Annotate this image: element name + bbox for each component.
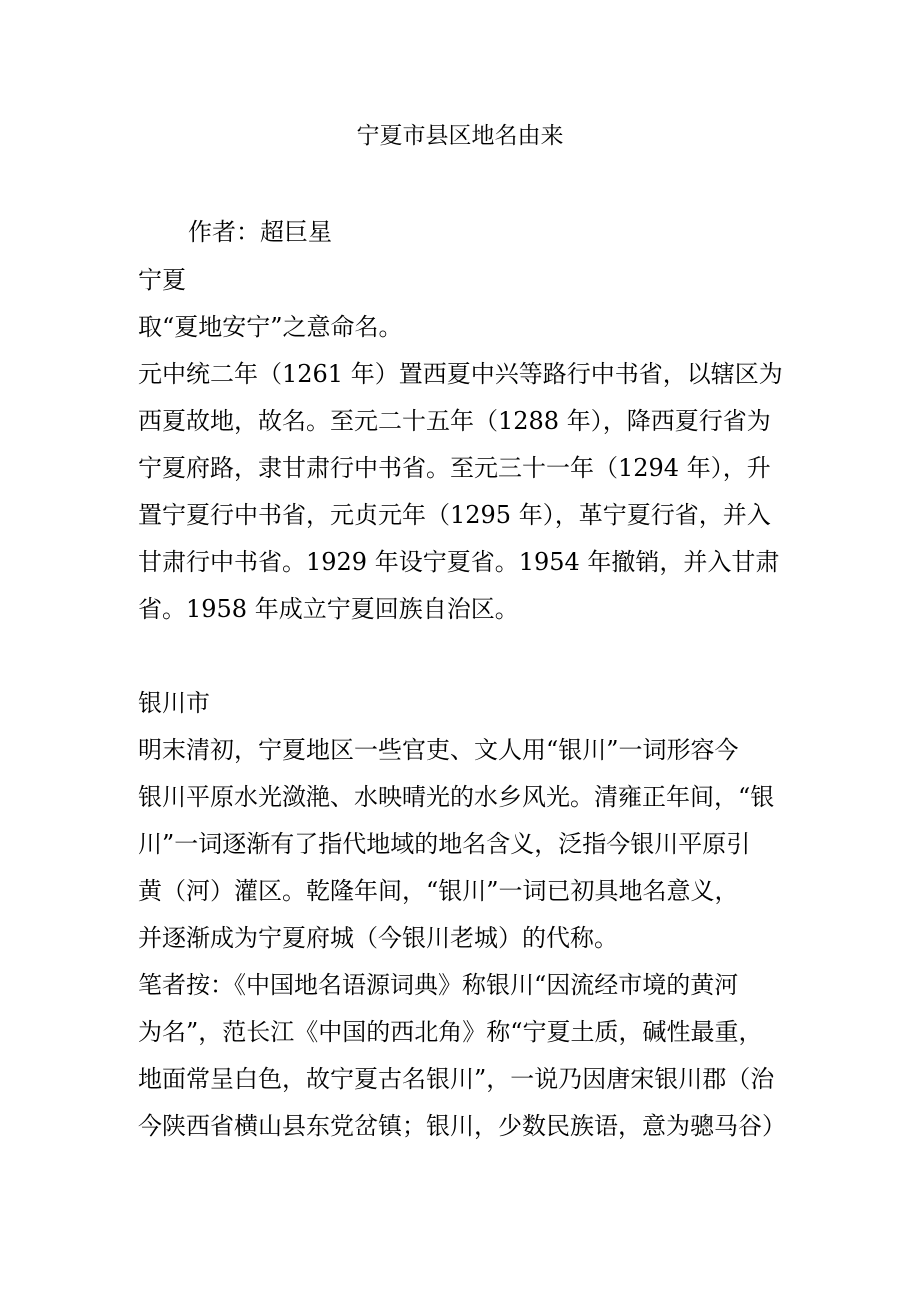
paragraph-line: 明末清初，宁夏地区一些官吏、文人用“银川”一词形容今 [138, 736, 739, 764]
paragraph-line: 黄（河）灌区。乾隆年间，“银川”一词已初具地名意义， [138, 877, 739, 905]
paragraph-line: 甘肃行中书省。1929 年设宁夏省。1954 年撤销，并入甘肃 [138, 548, 780, 576]
paragraph-line: 并逐渐成为宁夏府城（今银川老城）的代称。 [138, 924, 618, 952]
paragraph-line: 元中统二年（1261 年）置西夏中兴等路行中书省，以辖区为 [138, 360, 783, 388]
paragraph-line: 取“夏地安宁”之意命名。 [138, 313, 403, 341]
paragraph-line: 为名”，范长江《中国的西北角》称“宁夏土质，碱性最重， [138, 1018, 763, 1046]
author-line: 作者：超巨星 [188, 218, 332, 246]
paragraph-line: 省。1958 年成立宁夏回族自治区。 [138, 595, 519, 623]
paragraph-line: 置宁夏行中书省，元贞元年（1295 年），革宁夏行省，并入 [138, 501, 771, 529]
paragraph-line: 宁夏府路，隶甘肃行中书省。至元三十一年（1294 年），升 [138, 454, 771, 482]
section-heading-yinchuan: 银川市 [138, 689, 210, 717]
section-heading-ningxia: 宁夏 [138, 266, 186, 294]
paragraph-line: 今陕西省横山县东党岔镇；银川，少数民族语，意为骢马谷） [138, 1112, 786, 1140]
document-body [138, 262, 788, 1155]
paragraph-line: 川”一词逐渐有了指代地域的地名含义，泛指今银川平原引 [138, 830, 751, 858]
paragraph-line: 西夏故地，故名。至元二十五年（1288 年），降西夏行省为 [138, 407, 771, 435]
paragraph-line: 笔者按：《中国地名语源词典》称银川“因流经市境的黄河 [138, 971, 739, 999]
document-title: 宁夏市县区地名由来 [356, 123, 564, 149]
paragraph-line: 银川平原水光潋滟、水映晴光的水乡风光。清雍正年间，“银 [138, 783, 775, 811]
paragraph-line: 地面常呈白色，故宁夏古名银川”，一说乃因唐宋银川郡（治 [138, 1065, 775, 1093]
section-spacer [138, 638, 788, 685]
